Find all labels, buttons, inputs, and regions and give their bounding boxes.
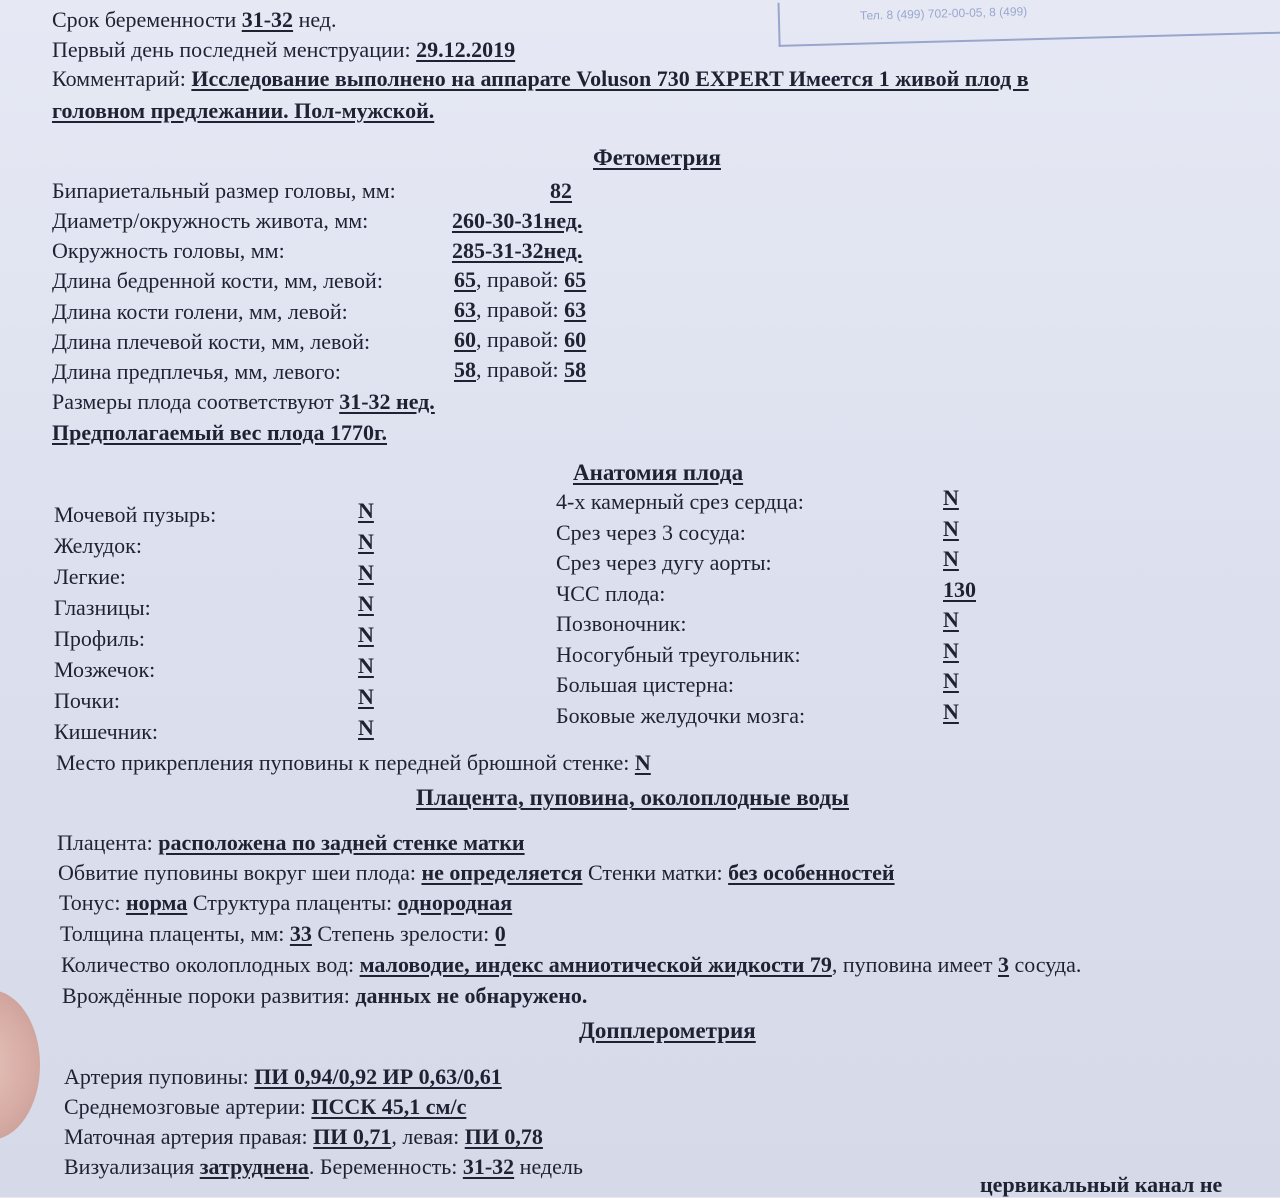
estimated-weight: Предполагаемый вес плода 1770г.: [52, 420, 387, 445]
match-label: Размеры плода соответствуют: [52, 389, 334, 414]
cord-insertion-line: [56, 750, 651, 776]
anatomy-label: Кишечник:: [54, 719, 159, 744]
nuchal-value: не определяется: [421, 860, 583, 885]
anatomy-label: Мочевой пузырь:: [54, 502, 217, 527]
tibia-label: Длина кости голени, мм, левой:: [52, 299, 348, 324]
fluid-label: Количество околоплодных вод:: [61, 952, 355, 977]
bpd-label: Бипариетальный размер головы, мм:: [52, 178, 396, 203]
anatomy-label: Позвоночник:: [556, 611, 687, 636]
humerus-right: 60: [564, 327, 587, 352]
anatomy-label: Носогубный треугольник:: [556, 641, 801, 667]
anatomy-heading: Анатомия плода: [573, 460, 744, 485]
anatomy-value: N: [358, 529, 374, 554]
comment-line-2: [52, 98, 434, 124]
vessels-value: 3: [997, 952, 1009, 977]
placenta-location-line: [57, 830, 525, 856]
tone-value: норма: [125, 890, 188, 915]
uta-left-label: , левая:: [391, 1124, 460, 1149]
mca-label: Среднемозговые артерии:: [64, 1094, 306, 1119]
forearm-right-label: , правой:: [476, 357, 559, 382]
preg-label: . Беременность:: [308, 1154, 458, 1179]
lmp-label: Первый день последней менструации:: [52, 37, 411, 62]
lmp-value: 29.12.2019: [416, 37, 516, 62]
cut-off-text: цервикальный канал не: [980, 1172, 1223, 1197]
maturity-value: 0: [494, 921, 506, 946]
stamp-phone: Тел. 8 (499) 702-00-05, 8 (499): [859, 4, 1028, 23]
term-value: 31-32: [241, 7, 294, 32]
comment-text-2: головном предлежании. Пол-мужской.: [52, 98, 435, 123]
anatomy-label: ЧСС плода:: [556, 580, 666, 606]
preg-value: 31-32: [462, 1154, 515, 1179]
bpd-value: 82: [550, 178, 572, 203]
anatomy-value: N: [943, 698, 959, 724]
cord-label: Место прикрепления пуповины к передней брюшной стенке:: [56, 750, 630, 775]
vis-label: Визуализация: [64, 1154, 195, 1179]
anatomy-label: Большая цистерна:: [556, 672, 735, 697]
forearm-left: 58: [454, 357, 476, 382]
thickness-value: 33: [289, 921, 312, 946]
tibia-left: 63: [454, 297, 476, 322]
fetometry-heading: Фетометрия: [593, 145, 721, 170]
anatomy-value: N: [358, 653, 374, 678]
anatomy-label: Срез через дугу аорты:: [556, 550, 772, 575]
vis-value: затруднена: [199, 1154, 309, 1179]
anatomy-value: 130: [943, 576, 976, 602]
anatomy-value: N: [358, 591, 374, 616]
anatomy-value: N: [358, 622, 374, 647]
femur-right-label: , правой:: [476, 267, 559, 292]
clinic-stamp: [778, 0, 1280, 47]
defects-value: данных не обнаружено.: [355, 983, 588, 1008]
ua-label: Артерия пуповины:: [64, 1064, 249, 1089]
forearm-label: Длина предплечья, мм, левого:: [52, 359, 341, 384]
anatomy-value: N: [358, 715, 374, 740]
femur-right: 65: [564, 267, 587, 292]
anatomy-value: N: [943, 637, 959, 663]
anatomy-label: Профиль:: [54, 626, 146, 651]
tone-label: Тонус:: [59, 890, 121, 915]
ac-value: 260-30-31нед.: [452, 208, 583, 233]
anatomy-label: Срез через 3 сосуда:: [556, 519, 746, 545]
anatomy-value: N: [358, 684, 374, 709]
femur-label: Длина бедренной кости, мм, левой:: [52, 268, 383, 293]
mca-line: [64, 1094, 466, 1120]
vessels-label: , пуповина имеет: [831, 952, 993, 977]
tibia-right: 63: [564, 297, 587, 322]
visualization-line: [64, 1154, 583, 1180]
uta-label: Маточная артерия правая:: [64, 1124, 308, 1149]
term-label: Срок беременности: [52, 7, 237, 32]
comment-label: Комментарий:: [52, 66, 186, 91]
tone-line: [59, 890, 512, 916]
anatomy-label: Почки:: [54, 688, 120, 713]
forearm-values: [454, 357, 586, 383]
femur-line: [52, 268, 383, 294]
tibia-right-label: , правой:: [476, 297, 559, 322]
comment-text-1: Исследование выполнено на аппарате Voluson 730 EXPERT Имеется 1 живой плод в: [191, 66, 1029, 91]
uta-right-value: ПИ 0,71: [313, 1124, 392, 1149]
pregnancy-term-line: [52, 7, 337, 33]
nuchal-label: Обвитие пуповины вокруг шеи плода:: [58, 860, 416, 885]
defects-label: Врождённые пороки развития:: [62, 983, 350, 1008]
placenta-location-label: Плацента:: [57, 830, 153, 855]
anatomy-value: N: [358, 498, 374, 523]
nuchal-line: [58, 860, 895, 886]
lmp-line: [52, 37, 515, 63]
forearm-right: 58: [564, 357, 587, 382]
walls-value: без особенностей: [728, 860, 895, 885]
humerus-left: 60: [454, 327, 476, 352]
doppler-heading: Допплерометрия: [579, 1018, 756, 1043]
fluid-line: [61, 952, 1081, 978]
ac-label: Диаметр/окружность живота, мм:: [52, 208, 369, 233]
thickness-label: Толщина плаценты, мм:: [60, 921, 285, 946]
thickness-line: [60, 921, 506, 947]
anatomy-label: Боковые желудочки мозга:: [556, 702, 806, 728]
ua-value: ПИ 0,94/0,92 ИР 0,63/0,61: [254, 1064, 502, 1089]
hc-label: Окружность головы, мм:: [52, 238, 285, 263]
anatomy-label: Мозжечок:: [54, 657, 156, 682]
humerus-values: [454, 327, 586, 353]
anatomy-label: Легкие:: [54, 564, 126, 589]
mca-value: ПССК 45,1 см/с: [311, 1094, 467, 1119]
anatomy-value: N: [943, 607, 959, 632]
anatomy-value: N: [358, 560, 374, 585]
anatomy-value: N: [943, 546, 959, 571]
defects-line: [62, 983, 587, 1009]
fluid-value: маловодие, индекс амниотической жидкости 79: [359, 952, 832, 977]
anatomy-label: 4-х камерный срез сердца:: [556, 489, 804, 514]
comment-line: [52, 66, 1029, 92]
anatomy-value: N: [943, 668, 959, 693]
structure-label: Структура плаценты:: [192, 890, 393, 915]
finger-photo-edge: [0, 990, 40, 1140]
uta-left-value: ПИ 0,78: [464, 1124, 543, 1149]
vessels-unit: сосуда.: [1014, 952, 1082, 977]
anatomy-value: N: [943, 485, 959, 510]
femur-values: [454, 267, 586, 293]
femur-left: 65: [454, 267, 476, 292]
cord-value: N: [634, 750, 651, 775]
placenta-heading: Плацента, пуповина, околоплодные воды: [416, 785, 849, 810]
placenta-location-value: расположена по задней стенке матки: [158, 830, 525, 855]
humerus-right-label: , правой:: [476, 327, 559, 352]
uterine-artery-line: [64, 1124, 543, 1150]
anatomy-value: N: [943, 515, 959, 541]
hc-value: 285-31-32нед.: [452, 238, 583, 263]
anatomy-label: Глазницы:: [54, 595, 151, 620]
match-line: [52, 389, 435, 415]
humerus-label: Длина плечевой кости, мм, левой:: [52, 329, 371, 354]
anatomy-label: Желудок:: [54, 533, 142, 558]
match-value: 31-32 нед.: [339, 389, 435, 414]
umbilical-artery-line: [64, 1064, 502, 1090]
walls-label: Стенки матки:: [587, 860, 723, 885]
structure-value: однородная: [397, 890, 513, 915]
tibia-values: [454, 297, 586, 323]
term-unit: нед.: [298, 7, 337, 32]
maturity-label: Степень зрелости:: [317, 921, 490, 946]
preg-unit: недель: [519, 1154, 583, 1179]
